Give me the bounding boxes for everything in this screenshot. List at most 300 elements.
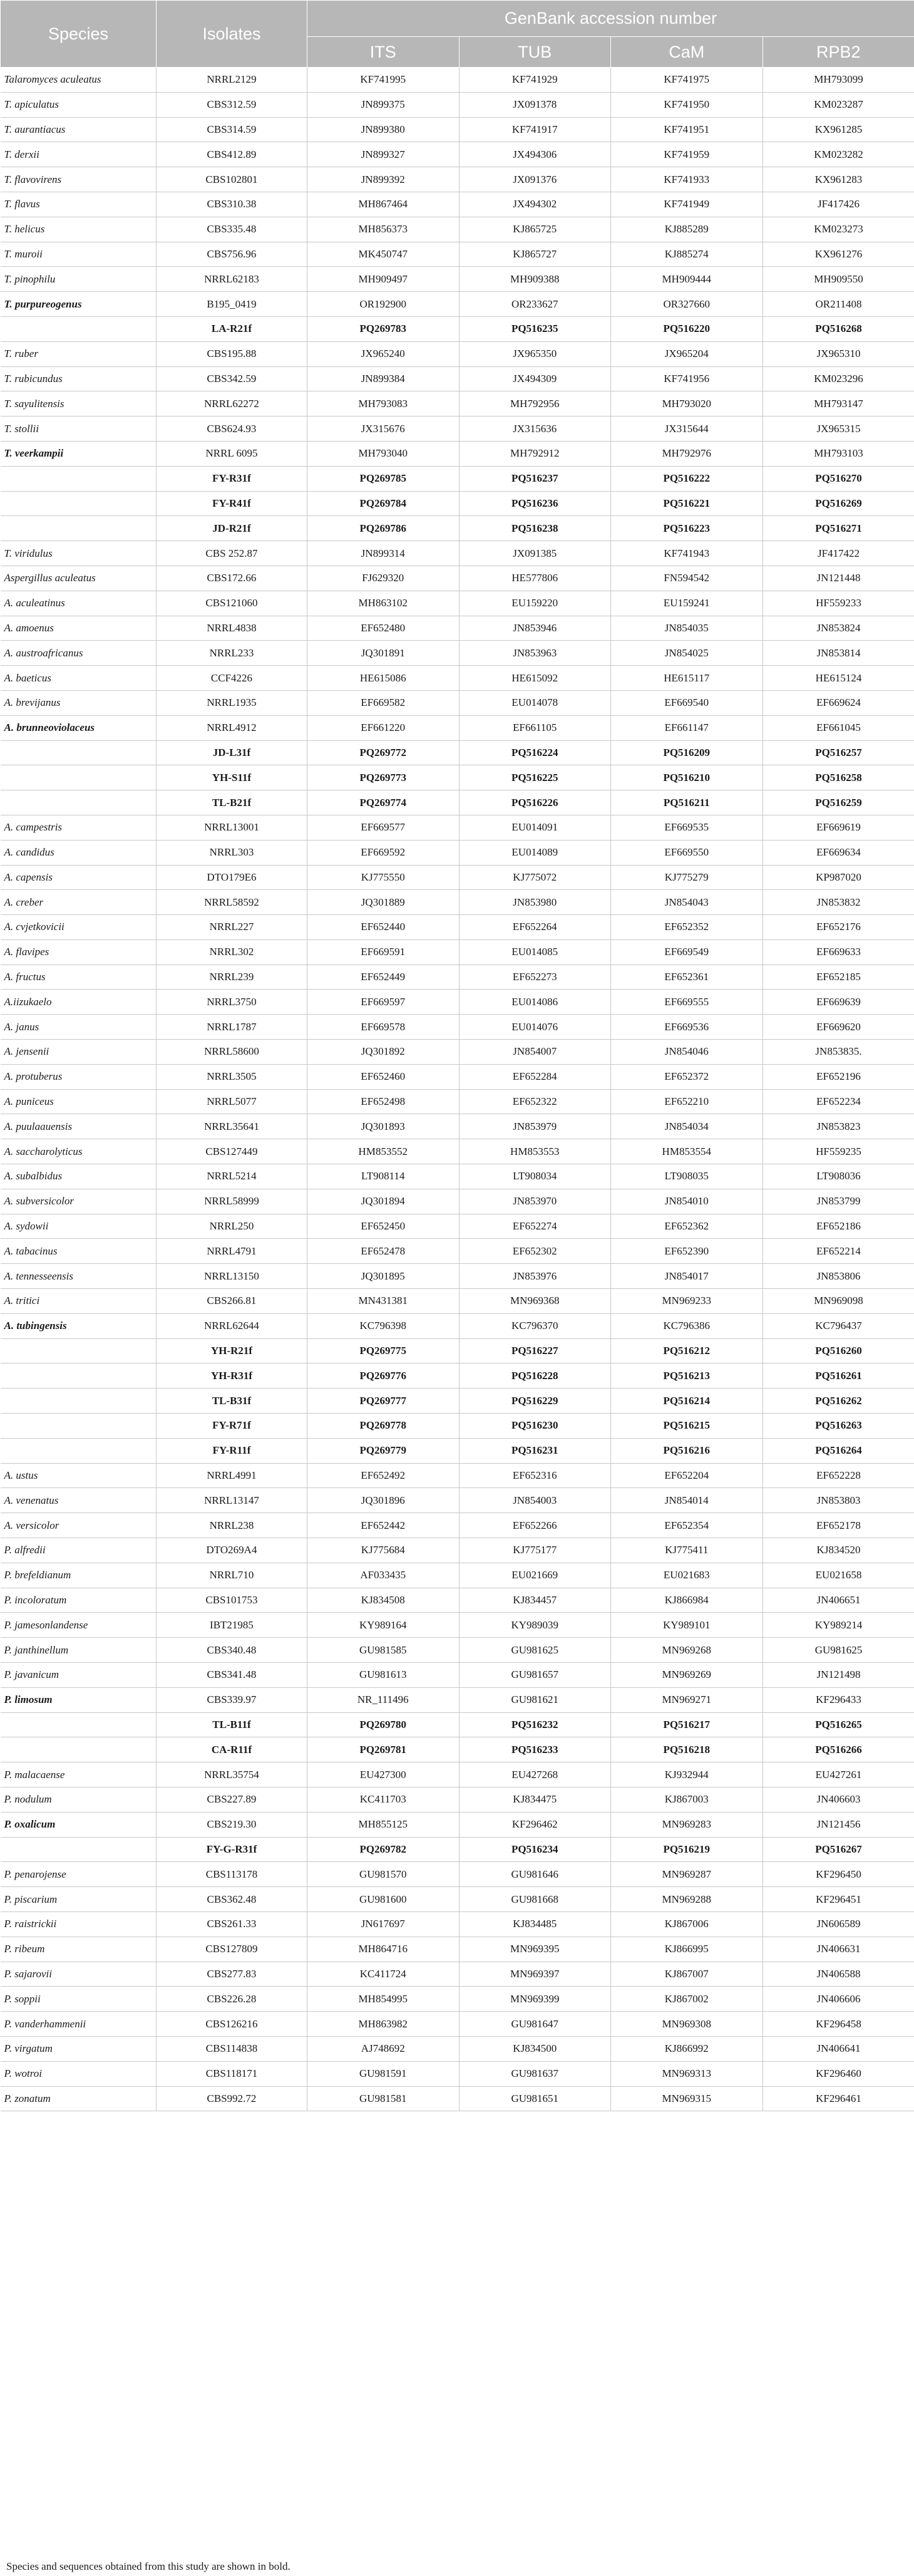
its-cell: PQ269781 [307,1737,460,1762]
rpb2-cell: JN853799 [763,1189,914,1214]
species-cell: A. austroafricanus [1,641,157,666]
cam-cell: EF669535 [611,815,763,840]
rpb2-cell: EF669639 [763,990,914,1015]
its-cell: KC411724 [307,1962,460,1987]
tub-cell: EF652264 [459,915,611,940]
rpb2-cell: EF652228 [763,1463,914,1488]
its-cell: JQ301891 [307,641,460,666]
rpb2-cell: PQ516265 [763,1712,914,1737]
species-cell: T. veerkampii [1,441,157,466]
table-row [1,1289,914,1314]
tub-cell: PQ516236 [459,491,611,516]
table-row [1,641,914,666]
isolate-cell: NRRL4991 [157,1463,307,1488]
species-cell: T. apiculatus [1,92,157,117]
tub-cell: EF652266 [459,1513,611,1538]
cam-cell: PQ516212 [611,1338,763,1363]
its-cell: MH854995 [307,1987,460,2012]
tub-cell: PQ516228 [459,1363,611,1389]
species-cell: A. venenatus [1,1488,157,1513]
cam-cell: MN969313 [611,2061,763,2086]
table-row [1,2036,914,2061]
its-cell: EF652460 [307,1064,460,1089]
table-row [1,1762,914,1787]
species-cell: A. cvjetkovicii [1,915,157,940]
its-cell: EF652442 [307,1513,460,1538]
tub-cell: EU014078 [459,690,611,715]
cam-cell: PQ516223 [611,516,763,541]
its-cell: JX315676 [307,416,460,442]
its-cell: EF652498 [307,1089,460,1114]
table-row [1,566,914,591]
species-cell: A. protuberus [1,1064,157,1089]
cam-cell: PQ516221 [611,491,763,516]
isolate-cell: YH-S11f [157,765,307,790]
species-cell [1,1414,157,1439]
tub-cell: JX494306 [459,142,611,167]
isolate-cell: NRRL58999 [157,1189,307,1214]
rpb2-cell: JN853806 [763,1264,914,1289]
cam-cell: KJ867002 [611,1987,763,2012]
tub-cell: EU014085 [459,939,611,965]
species-cell: A. brunneoviolaceus [1,715,157,740]
rpb2-cell: JN606589 [763,1911,914,1937]
cam-cell: JX315644 [611,416,763,442]
species-cell: T. stollii [1,416,157,442]
its-cell: KC411703 [307,1787,460,1812]
species-cell: P. incoloratum [1,1588,157,1613]
cam-cell: OR327660 [611,292,763,317]
its-cell: JQ301895 [307,1264,460,1289]
cam-cell: JN854017 [611,1264,763,1289]
rpb2-cell: PQ516264 [763,1438,914,1463]
cam-cell: HM853554 [611,1139,763,1164]
table-row [1,1114,914,1139]
table-row [1,1264,914,1289]
cam-cell: JN854014 [611,1488,763,1513]
species-cell [1,1737,157,1762]
species-cell: A. candidus [1,840,157,865]
its-cell: PQ269784 [307,491,460,516]
species-cell [1,466,157,491]
tub-cell: JX494302 [459,192,611,217]
rpb2-cell: KY989214 [763,1613,914,1638]
its-cell: EF669582 [307,690,460,715]
table-row [1,466,914,491]
cam-cell: PQ516211 [611,790,763,815]
rpb2-cell: PQ516271 [763,516,914,541]
rpb2-cell: JN406631 [763,1937,914,1962]
isolate-cell: CBS341.48 [157,1663,307,1688]
isolate-cell: IBT21985 [157,1613,307,1638]
tub-cell: KJ834485 [459,1911,611,1937]
its-cell: JN617697 [307,1911,460,1937]
table-row [1,616,914,641]
its-cell: EF652450 [307,1214,460,1239]
rpb2-cell: MH793099 [763,68,914,93]
table-body [1,68,914,2111]
isolate-cell: CBS126216 [157,2012,307,2037]
tub-cell: EU014091 [459,815,611,840]
rpb2-cell: EF652185 [763,965,914,990]
table-row [1,142,914,167]
cam-cell: PQ516220 [611,316,763,341]
table-row [1,441,914,466]
tub-cell: PQ516233 [459,1737,611,1762]
cam-cell: EF669536 [611,1015,763,1040]
its-cell: EF669592 [307,840,460,865]
species-cell: T. ruber [1,341,157,366]
tub-cell: LT908034 [459,1164,611,1189]
table-row [1,1040,914,1065]
isolate-cell: TL-B31f [157,1389,307,1414]
table-row [1,416,914,442]
species-cell: T. aurantiacus [1,117,157,142]
its-cell: OR192900 [307,292,460,317]
species-cell: P. nodulum [1,1787,157,1812]
cam-cell: JN854025 [611,641,763,666]
its-cell: MH855125 [307,1812,460,1837]
isolate-cell: NRRL302 [157,939,307,965]
cam-cell: KY989101 [611,1613,763,1638]
table-row [1,1313,914,1338]
cam-cell: PQ516214 [611,1389,763,1414]
cam-cell: LT908035 [611,1164,763,1189]
isolate-cell: NRRL2129 [157,68,307,93]
species-cell: P. malacaense [1,1762,157,1787]
cam-cell: KJ885289 [611,217,763,242]
rpb2-cell: EF669619 [763,815,914,840]
tub-cell: PQ516231 [459,1438,611,1463]
cam-cell: PQ516222 [611,466,763,491]
its-cell: EF669578 [307,1015,460,1040]
table-row [1,117,914,142]
isolate-cell: CBS261.33 [157,1911,307,1937]
species-cell: A. tubingensis [1,1313,157,1338]
tub-cell: JN853946 [459,616,611,641]
tub-cell: JX091378 [459,92,611,117]
isolate-cell: CBS114838 [157,2036,307,2061]
its-cell: PQ269780 [307,1712,460,1737]
isolate-cell: CBS412.89 [157,142,307,167]
tub-cell: KJ775072 [459,865,611,890]
cam-cell: KJ866984 [611,1588,763,1613]
its-cell: PQ269777 [307,1389,460,1414]
species-cell: T. muroii [1,242,157,267]
species-cell: P. penarojense [1,1862,157,1887]
its-cell: GU981600 [307,1887,460,1912]
tub-cell: JX091385 [459,541,611,566]
table-row [1,2061,914,2086]
rpb2-cell: JN853832 [763,890,914,915]
rpb2-cell: EF652214 [763,1239,914,1264]
its-cell: EF661220 [307,715,460,740]
its-cell: PQ269782 [307,1837,460,1862]
its-cell: PQ269776 [307,1363,460,1389]
isolate-cell: CBS624.93 [157,416,307,442]
species-cell: T. derxii [1,142,157,167]
cam-cell: KJ867007 [611,1962,763,1987]
isolate-cell: TL-B21f [157,790,307,815]
tub-cell: MN969397 [459,1962,611,1987]
rpb2-cell: PQ516267 [763,1837,914,1862]
isolate-cell: NRRL227 [157,915,307,940]
tub-cell: EF652274 [459,1214,611,1239]
species-cell: A. campestris [1,815,157,840]
isolate-cell: CBS227.89 [157,1787,307,1812]
species-cell [1,1363,157,1389]
its-cell: EF669577 [307,815,460,840]
its-cell: KJ775684 [307,1538,460,1563]
table-row [1,915,914,940]
tub-cell: EU014076 [459,1015,611,1040]
its-cell: JN899375 [307,92,460,117]
table-row [1,715,914,740]
table-row [1,1338,914,1363]
table-row [1,740,914,765]
table-row [1,68,914,93]
tub-cell: EF652284 [459,1064,611,1089]
rpb2-cell: PQ516270 [763,466,914,491]
isolate-cell: JD-R21f [157,516,307,541]
table-row [1,865,914,890]
isolate-cell: CBS339.97 [157,1687,307,1712]
cam-cell: EF652210 [611,1089,763,1114]
cam-cell: KJ867003 [611,1787,763,1812]
its-cell: PQ269786 [307,516,460,541]
its-cell: HE615086 [307,666,460,691]
isolate-cell: NRRL239 [157,965,307,990]
tub-cell: KJ834457 [459,1588,611,1613]
tub-cell: KF741929 [459,68,611,93]
isolate-cell: CBS340.48 [157,1638,307,1663]
table-row [1,1239,914,1264]
rpb2-cell: PQ516263 [763,1414,914,1439]
its-cell: PQ269775 [307,1338,460,1363]
isolate-cell: NRRL303 [157,840,307,865]
its-cell: MK450747 [307,242,460,267]
tub-cell: EU427268 [459,1762,611,1787]
rpb2-cell: GU981625 [763,1638,914,1663]
its-cell: JX965240 [307,341,460,366]
species-cell: A. sydowii [1,1214,157,1239]
tub-cell: HE577806 [459,566,611,591]
cam-cell: KJ775279 [611,865,763,890]
tub-cell: PQ516232 [459,1712,611,1737]
table-row [1,167,914,192]
tub-cell: GU981646 [459,1862,611,1887]
its-cell: GU981570 [307,1862,460,1887]
cam-cell: MH792976 [611,441,763,466]
rpb2-cell: KM023296 [763,366,914,391]
tub-cell: JX091376 [459,167,611,192]
cam-cell: JN854043 [611,890,763,915]
isolate-cell: NRRL233 [157,641,307,666]
tub-cell: GU981651 [459,2086,611,2111]
cam-cell: PQ516210 [611,765,763,790]
its-cell: MH793040 [307,441,460,466]
tub-cell: GU981668 [459,1887,611,1912]
species-cell: P. ribeum [1,1937,157,1962]
tub-cell: JN854003 [459,1488,611,1513]
isolate-cell: DTO179E6 [157,865,307,890]
rpb2-cell: KM023282 [763,142,914,167]
rpb2-cell: JN853823 [763,1114,914,1139]
table-row [1,1089,914,1114]
cam-cell: PQ516218 [611,1737,763,1762]
rpb2-cell: JN853803 [763,1488,914,1513]
rpb2-cell: EF661045 [763,715,914,740]
table-row [1,217,914,242]
tub-cell: JX315636 [459,416,611,442]
tub-cell: GU981621 [459,1687,611,1712]
species-cell: A. janus [1,1015,157,1040]
species-cell: P. janthinellum [1,1638,157,1663]
isolate-cell: NRRL62644 [157,1313,307,1338]
cam-cell: MN969287 [611,1862,763,1887]
tub-cell: PQ516235 [459,316,611,341]
table-row [1,1937,914,1962]
cam-cell: KF741943 [611,541,763,566]
rpb2-cell: MH793103 [763,441,914,466]
isolate-cell: CBS121060 [157,591,307,616]
cam-cell: KF741975 [611,68,763,93]
tub-cell: GU981647 [459,2012,611,2037]
header-tub: TUB [459,37,611,68]
species-cell: P. soppii [1,1987,157,2012]
cam-cell: MN969308 [611,2012,763,2037]
rpb2-cell: JN853835. [763,1040,914,1065]
species-cell: T. viridulus [1,541,157,566]
table-row [1,1588,914,1613]
table-row [1,591,914,616]
species-cell: A. tennesseensis [1,1264,157,1289]
its-cell: EU427300 [307,1762,460,1787]
rpb2-cell: JN406651 [763,1588,914,1613]
table-row [1,391,914,416]
its-cell: GU981585 [307,1638,460,1663]
isolate-cell: NRRL13150 [157,1264,307,1289]
cam-cell: KF741950 [611,92,763,117]
rpb2-cell: OR211408 [763,292,914,317]
its-cell: PQ269773 [307,765,460,790]
its-cell: JN899314 [307,541,460,566]
tub-cell: PQ516227 [459,1338,611,1363]
isolate-cell: CBS 252.87 [157,541,307,566]
rpb2-cell: KM023273 [763,217,914,242]
tub-cell: JN853979 [459,1114,611,1139]
table-row [1,815,914,840]
species-cell: A. creber [1,890,157,915]
isolate-cell: NRRL5077 [157,1089,307,1114]
species-cell [1,740,157,765]
its-cell: JQ301892 [307,1040,460,1065]
tub-cell: GU981637 [459,2061,611,2086]
species-cell: P. javanicum [1,1663,157,1688]
table-row [1,341,914,366]
species-cell: Aspergillus aculeatus [1,566,157,591]
isolate-cell: NRRL3750 [157,990,307,1015]
isolate-cell: FY-R31f [157,466,307,491]
species-cell [1,765,157,790]
rpb2-cell: KX961283 [763,167,914,192]
cam-cell: EF652204 [611,1463,763,1488]
cam-cell: JN854035 [611,616,763,641]
its-cell: AF033435 [307,1563,460,1588]
isolate-cell: CBS362.48 [157,1887,307,1912]
isolate-cell: CBS992.72 [157,2086,307,2111]
rpb2-cell: PQ516259 [763,790,914,815]
table-row [1,1389,914,1414]
isolate-cell: CCF4226 [157,666,307,691]
table-row [1,1887,914,1912]
species-cell: T. purpureogenus [1,292,157,317]
table-row [1,92,914,117]
its-cell: EF652449 [307,965,460,990]
table-row [1,1687,914,1712]
cam-cell: MN969271 [611,1687,763,1712]
cam-cell: EF669540 [611,690,763,715]
species-cell: P. sajarovii [1,1962,157,1987]
table-row [1,1513,914,1538]
cam-cell: EF669549 [611,939,763,965]
species-cell: T. pinophilu [1,267,157,292]
tub-cell: KJ834500 [459,2036,611,2061]
isolate-cell: TL-B11f [157,1712,307,1737]
tub-cell: KC796370 [459,1313,611,1338]
rpb2-cell: KF296433 [763,1687,914,1712]
table-row [1,1488,914,1513]
table-row [1,1812,914,1837]
its-cell: MH863102 [307,591,460,616]
table-row [1,790,914,815]
rpb2-cell: EF652186 [763,1214,914,1239]
tub-cell: EF652273 [459,965,611,990]
its-cell: MH909497 [307,267,460,292]
cam-cell: MN969288 [611,1887,763,1912]
cam-cell: MH909444 [611,267,763,292]
its-cell: JN899327 [307,142,460,167]
species-cell: P. virgatum [1,2036,157,2061]
tub-cell: KJ834475 [459,1787,611,1812]
cam-cell: MN969233 [611,1289,763,1314]
rpb2-cell: JX965315 [763,416,914,442]
rpb2-cell: MN969098 [763,1289,914,1314]
cam-cell: PQ516217 [611,1712,763,1737]
table-row [1,242,914,267]
species-cell [1,316,157,341]
species-cell: A. puniceus [1,1089,157,1114]
table-row [1,1363,914,1389]
rpb2-cell: KF296451 [763,1887,914,1912]
rpb2-cell: EF669634 [763,840,914,865]
its-cell: PQ269779 [307,1438,460,1463]
its-cell: LT908114 [307,1164,460,1189]
isolate-cell: YH-R21f [157,1338,307,1363]
cam-cell: EF652390 [611,1239,763,1264]
tub-cell: KF296462 [459,1812,611,1837]
rpb2-cell: JF417422 [763,541,914,566]
species-cell: P. wotroi [1,2061,157,2086]
isolate-cell: CBS266.81 [157,1289,307,1314]
rpb2-cell: JN121448 [763,566,914,591]
isolate-cell: CBS756.96 [157,242,307,267]
table-row [1,1862,914,1887]
isolate-cell: CBS219.30 [157,1812,307,1837]
species-cell: P. piscarium [1,1887,157,1912]
table-row [1,939,914,965]
isolate-cell: CBS312.59 [157,92,307,117]
